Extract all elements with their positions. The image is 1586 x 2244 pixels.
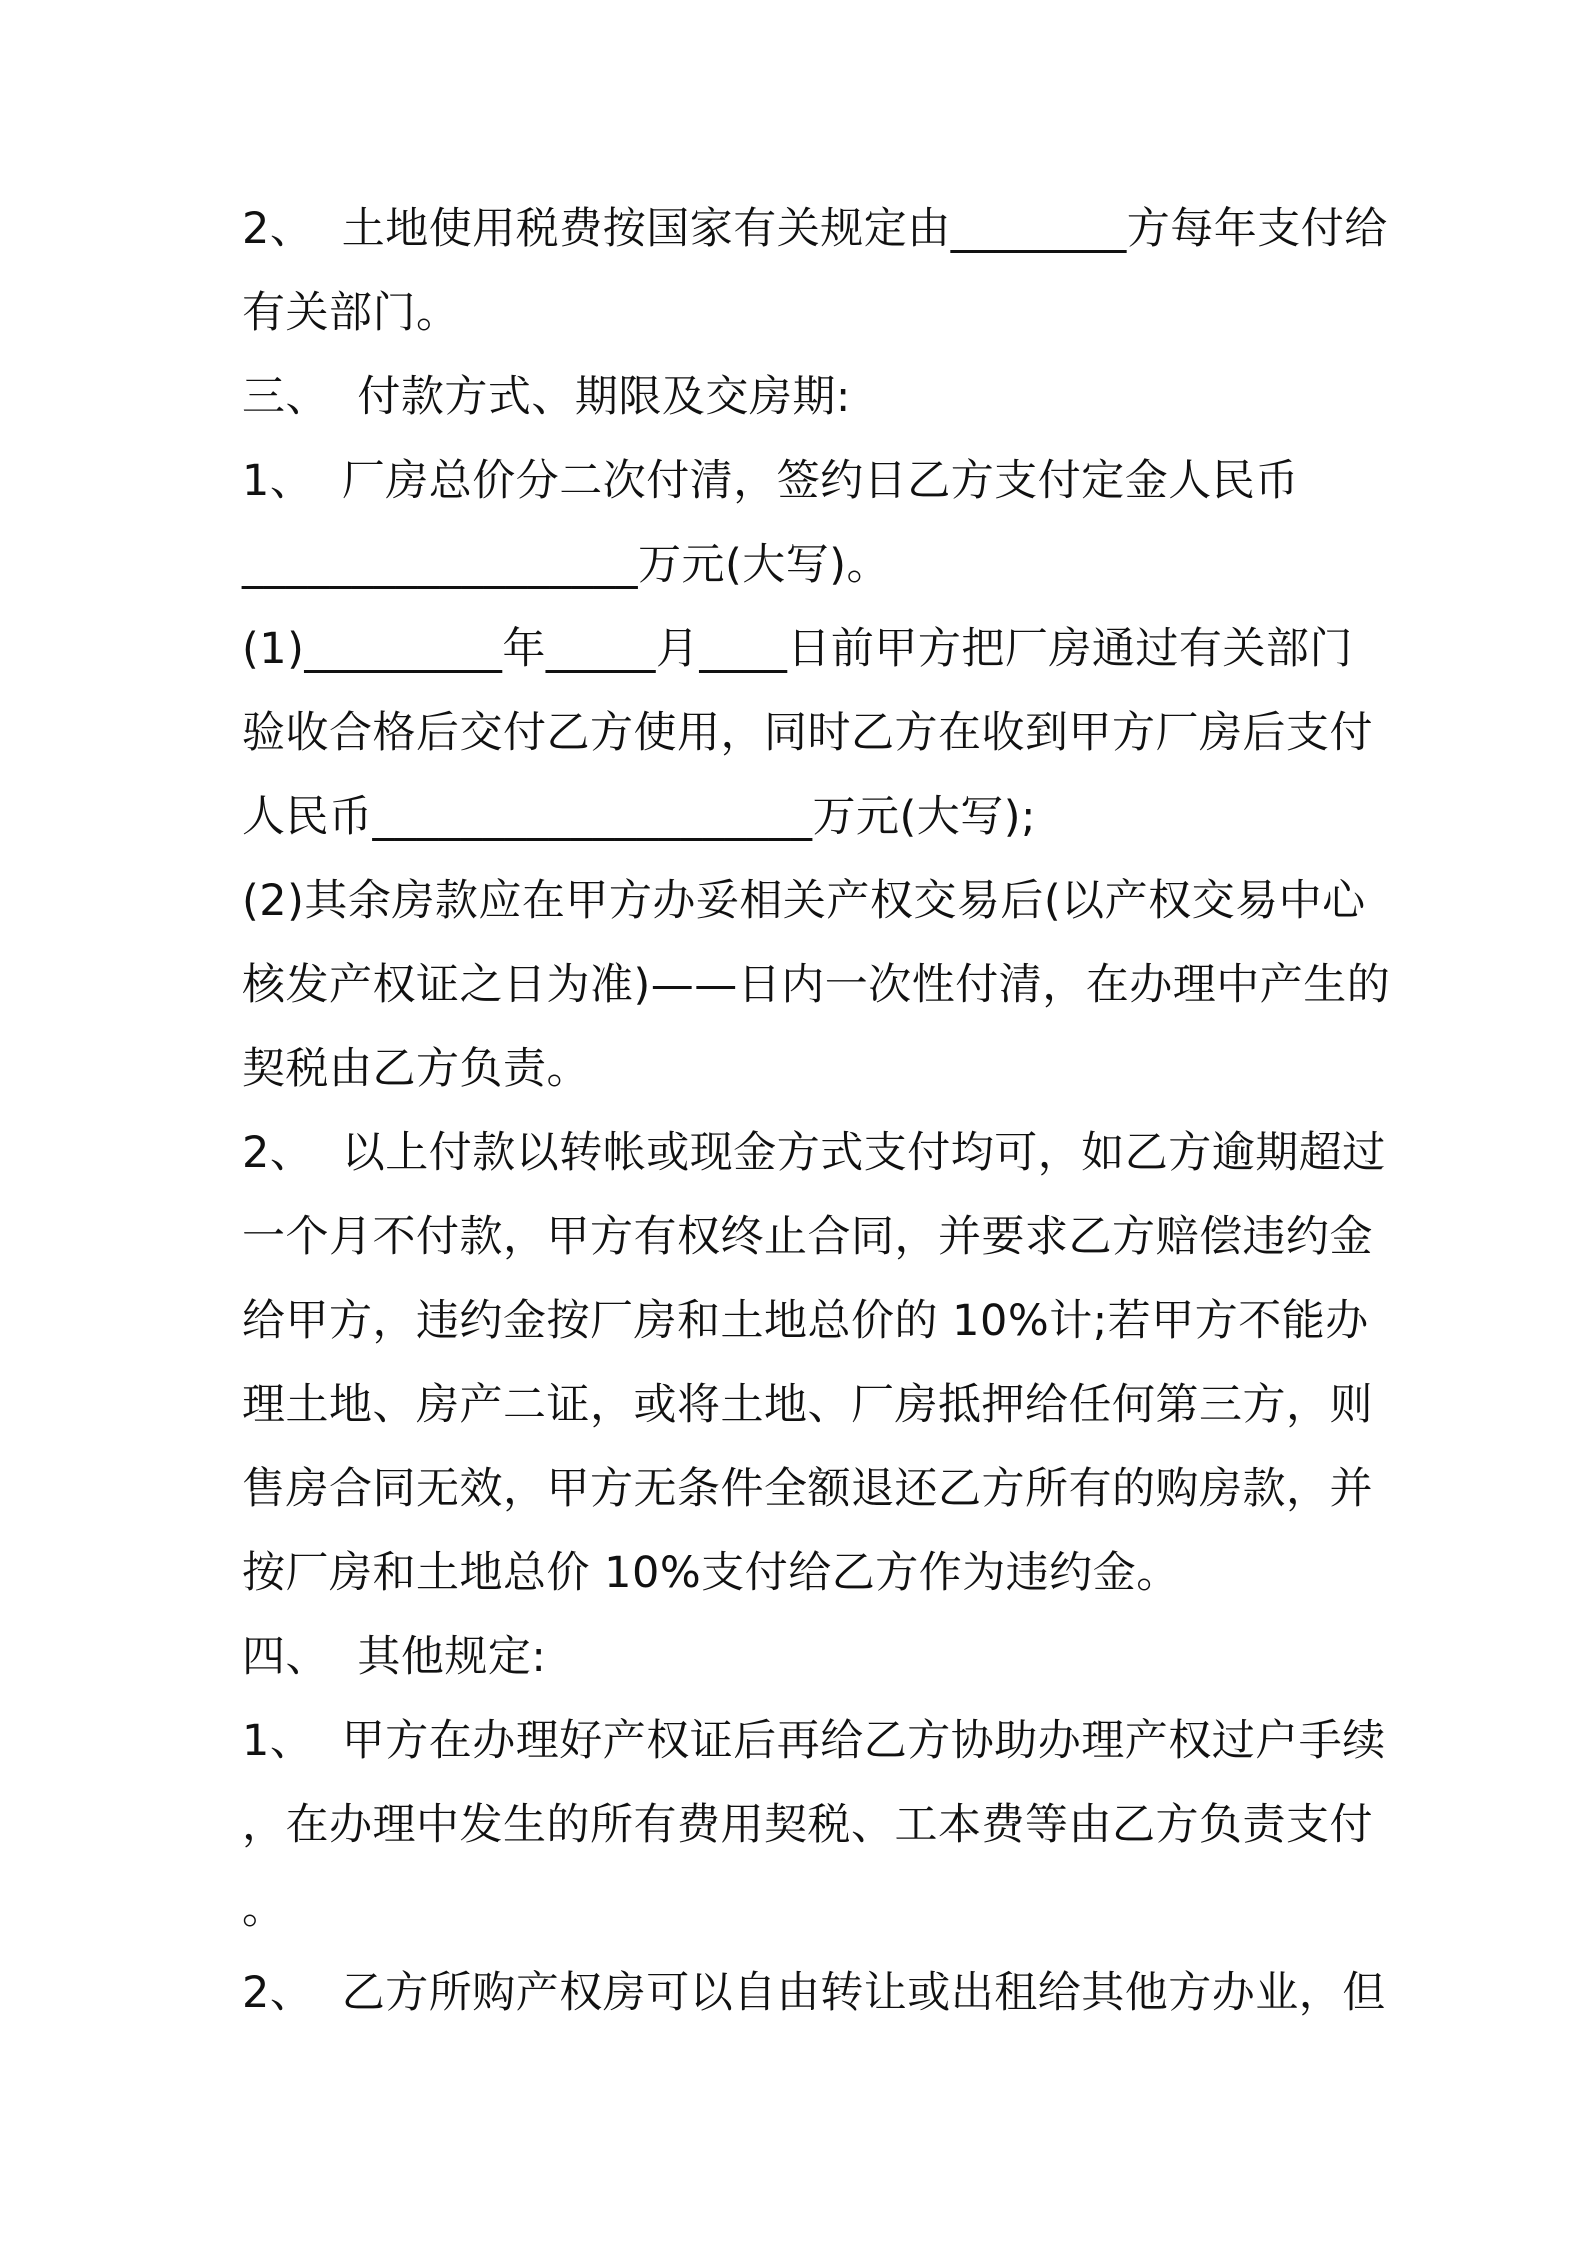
text-line: 1、 厂房总价分二次付清，签约日乙方支付定金人民币: [242, 456, 1299, 506]
text-line: 按厂房和土地总价 10%支付给乙方作为违约金。: [242, 1548, 1180, 1598]
text-line: ，在办理中发生的所有费用契税、工本费等由乙方负责支付: [242, 1800, 1373, 1850]
text-line: 2、 土地使用税费按国家有关规定由________方每年支付给: [242, 204, 1388, 254]
text-line: 一个月不付款，甲方有权终止合同，并要求乙方赔偿违约金: [242, 1212, 1373, 1262]
text-line: (2)其余房款应在甲方办妥相关产权交易后(以产权交易中心: [242, 876, 1366, 926]
section-heading: 四、 其他规定:: [242, 1632, 547, 1682]
text-line: 契税由乙方负责。: [242, 1044, 590, 1094]
text-line: 2、 以上付款以转帐或现金方式支付均可，如乙方逾期超过: [242, 1128, 1386, 1178]
text-line: 售房合同无效，甲方无条件全额退还乙方所有的购房款，并: [242, 1464, 1373, 1514]
text-line: 。: [242, 1884, 286, 1934]
text-line: (1)_________年_____月____日前甲方把厂房通过有关部门: [242, 624, 1353, 674]
text-line: 有关部门。: [242, 288, 460, 338]
section-heading: 三、 付款方式、期限及交房期:: [242, 372, 851, 422]
text-line: 理土地、房产二证，或将土地、厂房抵押给任何第三方，则: [242, 1380, 1373, 1430]
text-line: __________________万元(大写)。: [242, 540, 891, 590]
text-line: 1、 甲方在办理好产权证后再给乙方协助办理产权过户手续: [242, 1716, 1386, 1766]
text-line: 验收合格后交付乙方使用，同时乙方在收到甲方厂房后支付: [242, 708, 1373, 758]
text-line: 人民币____________________万元(大写);: [242, 792, 1037, 842]
text-line: 2、 乙方所购产权房可以自由转让或出租给其他方办业，但: [242, 1968, 1386, 2018]
text-line: 核发产权证之日为准)——日内一次性付清，在办理中产生的: [242, 960, 1391, 1010]
text-line: 给甲方，违约金按厂房和土地总价的 10%计;若甲方不能办: [242, 1296, 1369, 1346]
